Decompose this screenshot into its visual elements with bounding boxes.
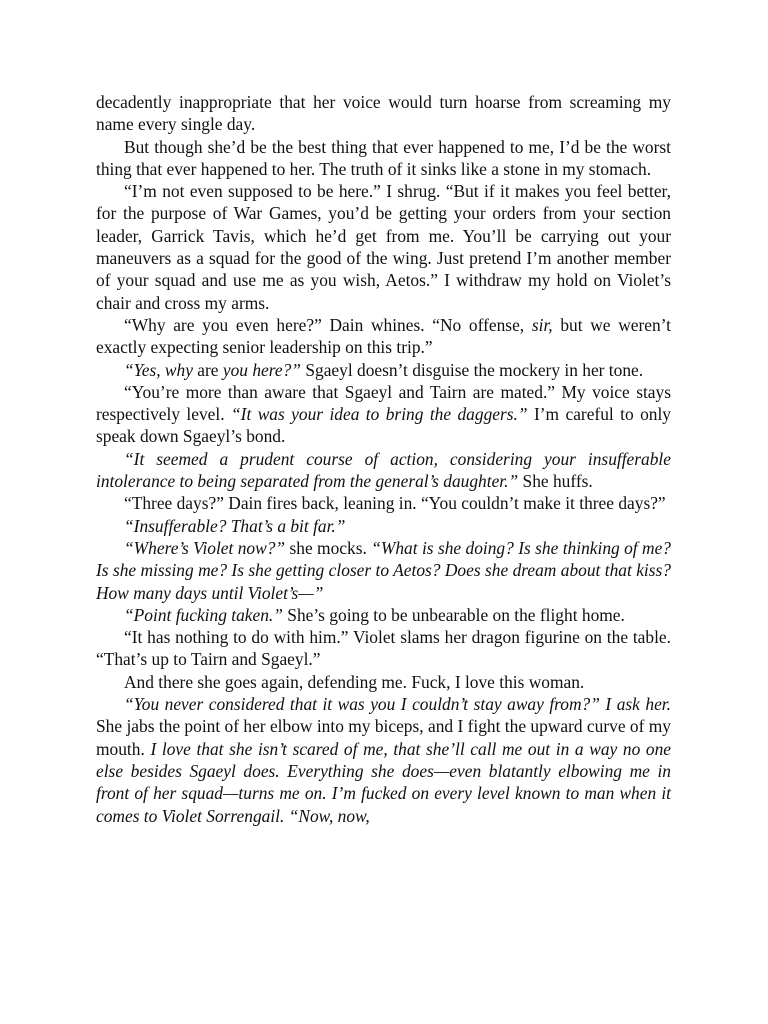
italic-text-run: “What is she doing? Is she thinking of me? Is she missing me? Is she getting closer to Aetos? Does she dream about that kiss? How many days until Violet’s—” (96, 537, 671, 603)
text-run: are (192, 359, 223, 380)
text-run: She huffs. (518, 471, 593, 492)
text-run: “I’m not even supposed to be here.” I shrug. “But if it makes you feel better, for the purpose of War Games, you’d be getting your orders from your section leader, Garrick Tavis, which he’d get from me. You’ll be carrying out your maneuvers as a squad for the good of the wing. Just pretend I’m another member of your squad and use me as you wish, Aetos.” I withdraw my hold on Violet’s chair and cross my arms. (96, 181, 671, 313)
paragraph (96, 180, 671, 314)
book-page-text (96, 91, 671, 827)
paragraph (96, 136, 671, 181)
text-run: she mocks. (285, 537, 372, 558)
paragraph (96, 693, 671, 827)
italic-text-run: I love that she isn’t scared of me, that she’ll call me out in a way no one else besides Sgaeyl does. Everything she does—even blatantly elbowing me in front of her squad—turns me on. I’m fucked on every level known to man when it comes to Violet Sorrengail. “Now, now, (96, 738, 672, 826)
paragraph (96, 381, 671, 448)
italic-text-run: you here?” (222, 359, 301, 380)
text-run: “Three days?” Dain fires back, leaning in. “You couldn’t make it three days?” (124, 493, 666, 514)
paragraph (96, 604, 671, 626)
text-run: I’m careful to only speak down Sgaeyl’s bond. (96, 404, 672, 447)
paragraph (96, 626, 671, 671)
text-run: Sgaeyl doesn’t disguise the mockery in her tone. (300, 359, 644, 380)
paragraph (96, 537, 671, 604)
text-run: “It has nothing to do with him.” Violet slams her dragon figurine on the table. “That’s up to Tairn and Sgaeyl.” (96, 627, 671, 670)
italic-text-run: sir, (531, 314, 553, 335)
text-run: decadently inappropriate that her voice would turn hoarse from screaming my name every single day. (96, 92, 671, 135)
italic-text-run: “You never considered that it was you I couldn’t stay away from?” I ask her. (124, 694, 671, 715)
text-run: But though she’d be the best thing that ever happened to me, I’d be the worst thing that ever happened to her. The truth of it sinks like a stone in my stomach. (96, 136, 671, 179)
italic-text-run: “It seemed a prudent course of action, considering your insufferable intolerance to being separated from the general’s daughter.” (96, 448, 671, 492)
paragraph (96, 448, 671, 493)
text-run: “You’re more than aware that Sgaeyl and Tairn are mated.” My voice stays respectively level. (96, 381, 671, 425)
paragraph (96, 91, 671, 136)
paragraph (96, 359, 671, 381)
text-run: She jabs the point of her elbow into my biceps, and I fight the upward curve of my mouth. (96, 716, 671, 759)
italic-text-run: “Where’s Violet now?” (124, 537, 286, 558)
paragraph (96, 492, 671, 514)
text-run: but we weren’t exactly expecting senior leadership on this trip.” (96, 314, 671, 358)
text-run: “Why are you even here?” Dain whines. “No offense, (124, 314, 532, 335)
paragraph (96, 314, 671, 359)
paragraph (96, 515, 671, 537)
text-run: She’s going to be unbearable on the flight home. (282, 604, 625, 625)
italic-text-run: “It was your idea to bring the daggers.” (230, 404, 528, 425)
italic-text-run: “Yes, why (124, 359, 193, 380)
italic-text-run: “Point fucking taken.” (124, 604, 283, 625)
text-run: And there she goes again, defending me. Fuck, I love this woman. (124, 671, 585, 692)
paragraph (96, 671, 671, 693)
italic-text-run: “Insufferable? That’s a bit far.” (124, 515, 346, 536)
